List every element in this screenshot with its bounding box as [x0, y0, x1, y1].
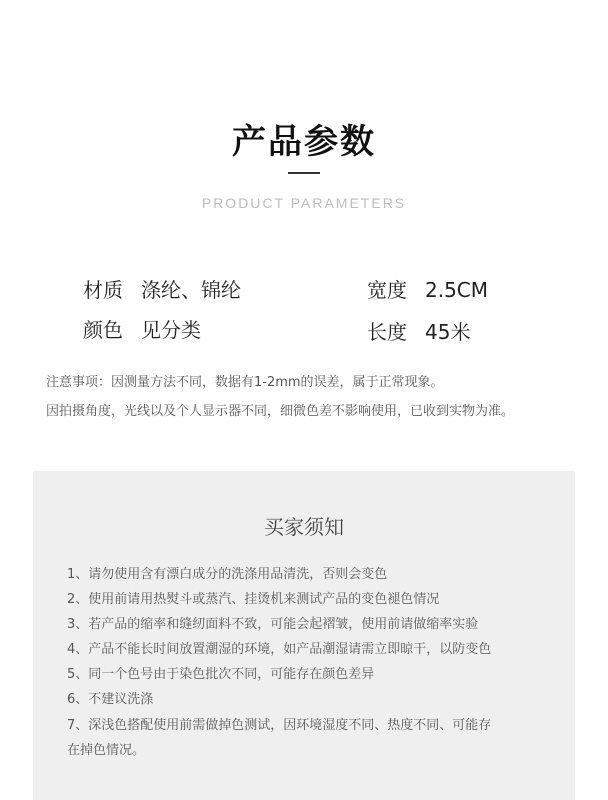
param-label: 颜色 — [83, 318, 123, 342]
notice-item: 在掉色情况。 — [67, 743, 146, 758]
notice-item: 1、请勿使用含有漂白成分的洗涤用品清洗，否则会变色 — [67, 567, 388, 582]
notice-item: 2、使用前请用热熨斗或蒸汽、挂烫机来测试产品的变色褪色情况 — [67, 592, 440, 607]
title-divider — [288, 172, 320, 174]
page-subtitle: PRODUCT PARAMETERS — [201, 195, 407, 211]
page-title: 产品参数 — [232, 122, 376, 162]
buyer-notice-title: 买家须知 — [264, 515, 344, 539]
param-label: 宽度 — [367, 278, 407, 302]
notice-item: 7、深浅色搭配使用前需做掉色测试，因环境湿度不同、热度不同、可能存 — [67, 718, 492, 733]
param-value: 2.5CM — [425, 278, 489, 302]
notice-item: 6、不建议洗涤 — [67, 692, 154, 707]
notice-item: 4、产品不能长时间放置潮湿的环境，如产品潮湿请需立即晾干，以防变色 — [67, 642, 492, 657]
param-material — [83, 274, 241, 303]
notice-item: 3、若产品的缩率和缝纫面料不致，可能会起褶皱，使用前请做缩率实验 — [67, 617, 479, 632]
buyer-notice-panel — [33, 471, 575, 800]
param-value: 见分类 — [141, 318, 201, 342]
param-value: 涤纶、锦纶 — [141, 278, 241, 302]
param-length — [367, 316, 470, 345]
param-label: 材质 — [83, 278, 123, 302]
note-line: 因拍摄角度，光线以及个人显示器不同，细微色差不影响使用，已收到实物为准。 — [46, 404, 515, 419]
notice-item: 5、同一个色号由于染色批次不同，可能存在颜色差异 — [67, 667, 375, 682]
param-color — [83, 314, 201, 343]
note-line: 注意事项：因测量方法不同，数据有1-2mm的误差，属于正常现象。 — [46, 375, 444, 390]
param-label: 长度 — [367, 320, 407, 344]
param-width — [367, 274, 488, 303]
param-value: 45米 — [425, 320, 471, 344]
